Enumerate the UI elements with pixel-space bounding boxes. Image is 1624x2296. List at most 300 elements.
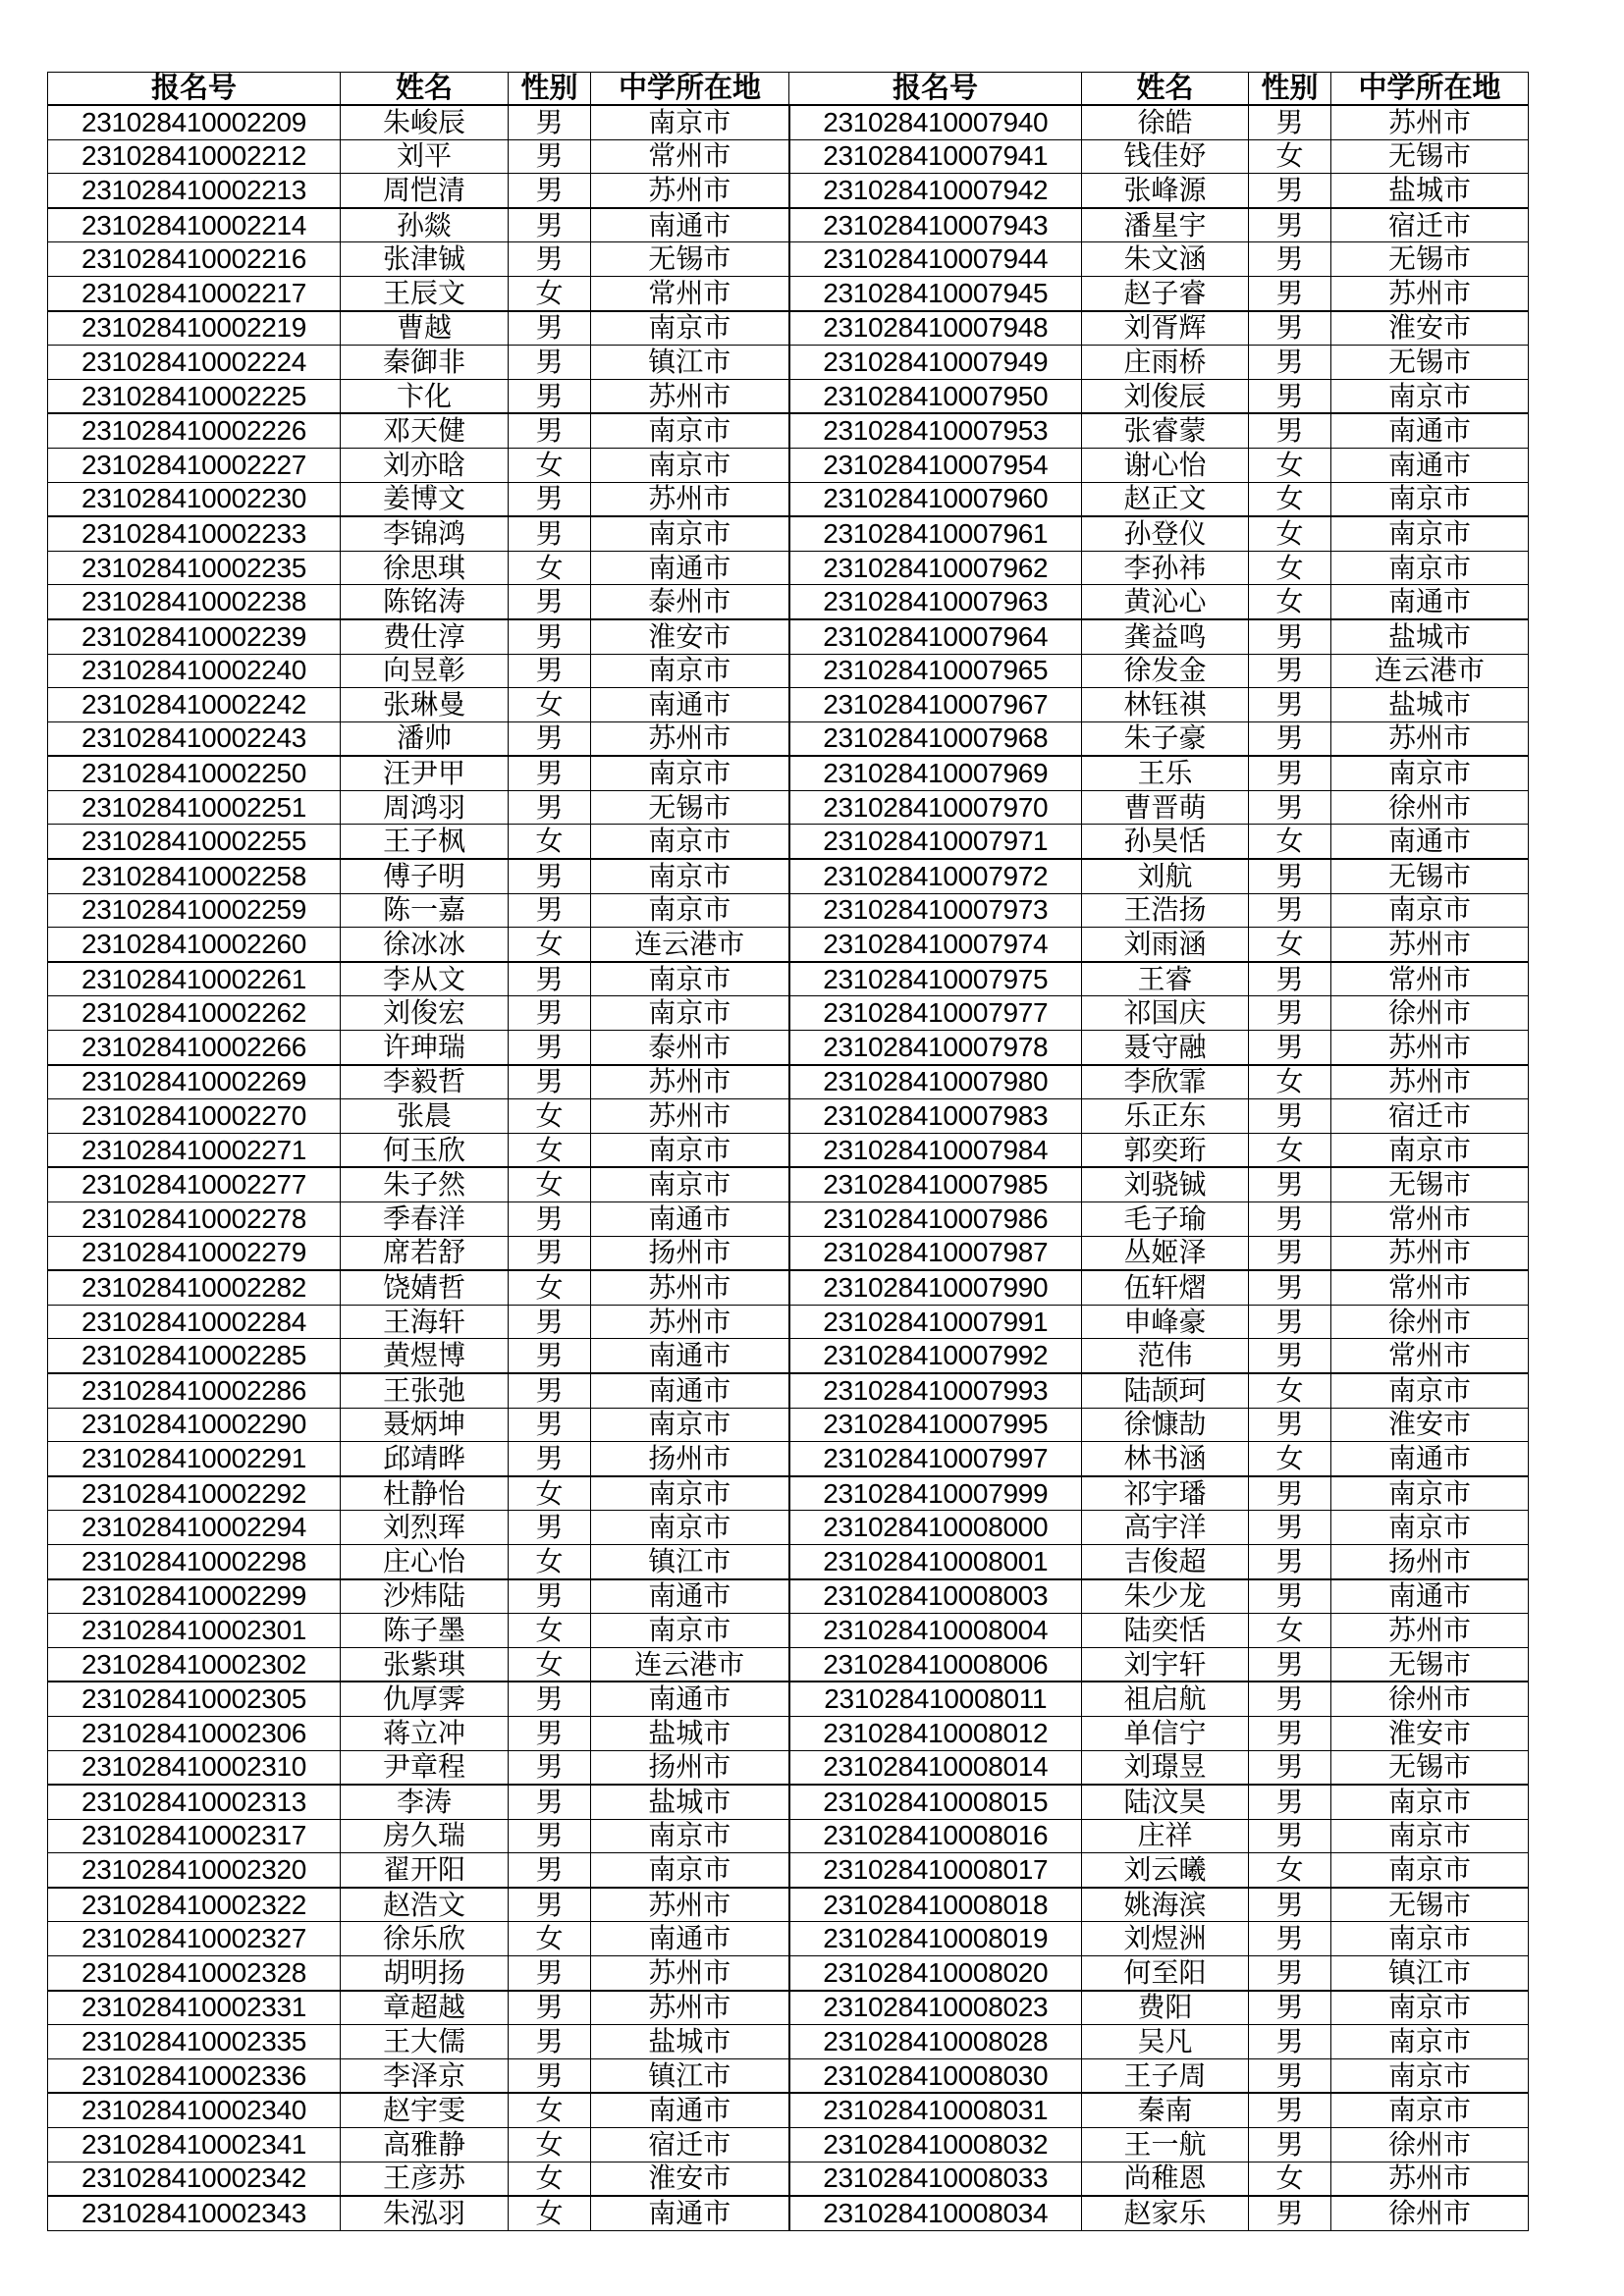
right-school-location-cell: 无锡市	[1331, 1750, 1529, 1785]
right-registration-number-cell: 231028410008019	[789, 1922, 1082, 1956]
header-gender: 性别	[1249, 73, 1331, 106]
right-student-name-cell: 刘俊辰	[1082, 379, 1249, 413]
right-registration-number-cell: 231028410008031	[789, 2093, 1082, 2127]
right-gender-cell: 男	[1249, 1544, 1331, 1578]
left-school-location-cell: 苏州市	[591, 379, 789, 413]
left-school-location-cell: 镇江市	[591, 346, 789, 380]
left-registration-number-cell: 231028410002302	[48, 1647, 341, 1682]
left-gender-cell: 女	[509, 2093, 591, 2127]
left-student-name-cell: 邓天健	[341, 413, 509, 448]
left-gender-cell: 男	[509, 1682, 591, 1716]
left-school-location-cell: 南京市	[591, 1614, 789, 1648]
left-gender-cell: 女	[509, 1133, 591, 1167]
left-registration-number-cell: 231028410002212	[48, 139, 341, 174]
right-gender-cell: 女	[1249, 516, 1331, 551]
table-row	[48, 619, 1529, 654]
left-registration-number-cell: 231028410002251	[48, 790, 341, 825]
left-school-location-cell: 南京市	[591, 996, 789, 1031]
right-registration-number-cell: 231028410008023	[789, 1991, 1082, 2025]
right-registration-number-cell: 231028410007990	[789, 1270, 1082, 1305]
left-registration-number-cell: 231028410002301	[48, 1614, 341, 1648]
left-registration-number-cell: 231028410002336	[48, 2058, 341, 2093]
right-gender-cell: 女	[1249, 1853, 1331, 1888]
right-gender-cell: 男	[1249, 242, 1331, 277]
left-gender-cell: 男	[509, 2025, 591, 2059]
left-student-name-cell: 姜博文	[341, 482, 509, 516]
table-row	[48, 1956, 1529, 1991]
right-school-location-cell: 南京市	[1331, 1922, 1529, 1956]
right-gender-cell: 男	[1249, 1888, 1331, 1922]
left-student-name-cell: 朱泓羽	[341, 2196, 509, 2230]
left-gender-cell: 女	[509, 2196, 591, 2230]
right-registration-number-cell: 231028410007992	[789, 1339, 1082, 1373]
table-row	[48, 1305, 1529, 1339]
right-school-location-cell: 宿迁市	[1331, 1099, 1529, 1134]
roster-table	[47, 72, 1529, 2231]
right-gender-cell: 男	[1249, 893, 1331, 928]
right-registration-number-cell: 231028410007953	[789, 413, 1082, 448]
right-gender-cell: 女	[1249, 585, 1331, 619]
right-registration-number-cell: 231028410007944	[789, 242, 1082, 277]
right-school-location-cell: 无锡市	[1331, 139, 1529, 174]
left-school-location-cell: 南京市	[591, 105, 789, 139]
left-student-name-cell: 陈铭涛	[341, 585, 509, 619]
right-student-name-cell: 毛子瑜	[1082, 1202, 1249, 1237]
left-registration-number-cell: 231028410002214	[48, 208, 341, 242]
right-registration-number-cell: 231028410007972	[789, 859, 1082, 893]
right-school-location-cell: 南京市	[1331, 756, 1529, 790]
left-school-location-cell: 泰州市	[591, 585, 789, 619]
left-registration-number-cell: 231028410002328	[48, 1956, 341, 1991]
left-student-name-cell: 王彦苏	[341, 2162, 509, 2196]
left-registration-number-cell: 231028410002259	[48, 893, 341, 928]
left-registration-number-cell: 231028410002341	[48, 2128, 341, 2163]
header-registration-number: 报名号	[789, 73, 1082, 106]
left-student-name-cell: 徐乐欣	[341, 1922, 509, 1956]
left-school-location-cell: 镇江市	[591, 2058, 789, 2093]
right-gender-cell: 男	[1249, 1956, 1331, 1991]
right-school-location-cell: 连云港市	[1331, 654, 1529, 688]
right-student-name-cell: 庄祥	[1082, 1819, 1249, 1853]
right-student-name-cell: 吉俊超	[1082, 1544, 1249, 1578]
right-school-location-cell: 宿迁市	[1331, 208, 1529, 242]
right-gender-cell: 男	[1249, 859, 1331, 893]
left-registration-number-cell: 231028410002327	[48, 1922, 341, 1956]
table-row	[48, 1270, 1529, 1305]
right-gender-cell: 男	[1249, 2093, 1331, 2127]
right-gender-cell: 男	[1249, 174, 1331, 208]
left-student-name-cell: 李涛	[341, 1785, 509, 1819]
left-registration-number-cell: 231028410002317	[48, 1819, 341, 1853]
right-registration-number-cell: 231028410007945	[789, 276, 1082, 310]
left-registration-number-cell: 231028410002258	[48, 859, 341, 893]
left-school-location-cell: 盐城市	[591, 2025, 789, 2059]
table-row	[48, 448, 1529, 482]
right-student-name-cell: 聂守融	[1082, 1031, 1249, 1065]
table-row	[48, 1373, 1529, 1408]
table-row	[48, 2196, 1529, 2230]
right-registration-number-cell: 231028410007995	[789, 1408, 1082, 1442]
left-school-location-cell: 南京市	[591, 1511, 789, 1545]
left-student-name-cell: 蒋立冲	[341, 1716, 509, 1750]
left-school-location-cell: 南通市	[591, 1202, 789, 1237]
right-gender-cell: 男	[1249, 1270, 1331, 1305]
table-row	[48, 928, 1529, 962]
table-row	[48, 1442, 1529, 1476]
left-registration-number-cell: 231028410002216	[48, 242, 341, 277]
left-school-location-cell: 淮安市	[591, 619, 789, 654]
right-gender-cell: 女	[1249, 551, 1331, 585]
left-student-name-cell: 饶婧哲	[341, 1270, 509, 1305]
left-school-location-cell: 南京市	[591, 1167, 789, 1201]
right-student-name-cell: 申峰豪	[1082, 1305, 1249, 1339]
left-registration-number-cell: 231028410002250	[48, 756, 341, 790]
right-registration-number-cell: 231028410007965	[789, 654, 1082, 688]
left-school-location-cell: 扬州市	[591, 1442, 789, 1476]
right-registration-number-cell: 231028410007997	[789, 1442, 1082, 1476]
right-student-name-cell: 李孙祎	[1082, 551, 1249, 585]
right-gender-cell: 男	[1249, 1750, 1331, 1785]
right-gender-cell: 女	[1249, 139, 1331, 174]
left-gender-cell: 女	[509, 1614, 591, 1648]
table-row	[48, 1853, 1529, 1888]
right-gender-cell: 男	[1249, 413, 1331, 448]
left-gender-cell: 男	[509, 1065, 591, 1099]
left-student-name-cell: 黄煜博	[341, 1339, 509, 1373]
table-row	[48, 139, 1529, 174]
right-gender-cell: 男	[1249, 654, 1331, 688]
right-registration-number-cell: 231028410007973	[789, 893, 1082, 928]
right-registration-number-cell: 231028410007962	[789, 551, 1082, 585]
right-registration-number-cell: 231028410007980	[789, 1065, 1082, 1099]
table-row	[48, 1716, 1529, 1750]
right-school-location-cell: 苏州市	[1331, 1614, 1529, 1648]
left-registration-number-cell: 231028410002219	[48, 311, 341, 346]
left-school-location-cell: 南通市	[591, 1373, 789, 1408]
right-gender-cell: 女	[1249, 1133, 1331, 1167]
left-student-name-cell: 季春洋	[341, 1202, 509, 1237]
left-registration-number-cell: 231028410002235	[48, 551, 341, 585]
table-row	[48, 1167, 1529, 1201]
left-school-location-cell: 扬州市	[591, 1236, 789, 1270]
table-row	[48, 1339, 1529, 1373]
table-row	[48, 721, 1529, 756]
right-school-location-cell: 徐州市	[1331, 1305, 1529, 1339]
right-registration-number-cell: 231028410008017	[789, 1853, 1082, 1888]
right-gender-cell: 男	[1249, 1408, 1331, 1442]
left-student-name-cell: 王张弛	[341, 1373, 509, 1408]
right-gender-cell: 男	[1249, 790, 1331, 825]
right-student-name-cell: 乐正东	[1082, 1099, 1249, 1134]
left-school-location-cell: 南通市	[591, 1922, 789, 1956]
right-registration-number-cell: 231028410007977	[789, 996, 1082, 1031]
right-student-name-cell: 徐发金	[1082, 654, 1249, 688]
left-student-name-cell: 王大儒	[341, 2025, 509, 2059]
right-registration-number-cell: 231028410007978	[789, 1031, 1082, 1065]
table-row	[48, 1099, 1529, 1134]
table-row	[48, 1544, 1529, 1578]
left-school-location-cell: 苏州市	[591, 174, 789, 208]
left-school-location-cell: 苏州市	[591, 1305, 789, 1339]
right-student-name-cell: 张峰源	[1082, 174, 1249, 208]
header-gender: 性别	[509, 73, 591, 106]
left-student-name-cell: 刘亦晗	[341, 448, 509, 482]
right-registration-number-cell: 231028410008012	[789, 1716, 1082, 1750]
right-gender-cell: 男	[1249, 1991, 1331, 2025]
left-gender-cell: 男	[509, 2058, 591, 2093]
left-registration-number-cell: 231028410002313	[48, 1785, 341, 1819]
right-student-name-cell: 王一航	[1082, 2128, 1249, 2163]
right-school-location-cell: 徐州市	[1331, 2196, 1529, 2230]
right-student-name-cell: 王子周	[1082, 2058, 1249, 2093]
right-registration-number-cell: 231028410008004	[789, 1614, 1082, 1648]
left-gender-cell: 男	[509, 1373, 591, 1408]
right-school-location-cell: 苏州市	[1331, 928, 1529, 962]
left-gender-cell: 男	[509, 1888, 591, 1922]
left-gender-cell: 女	[509, 1544, 591, 1578]
right-school-location-cell: 南京市	[1331, 551, 1529, 585]
right-school-location-cell: 常州市	[1331, 1270, 1529, 1305]
left-student-name-cell: 汪尹甲	[341, 756, 509, 790]
left-student-name-cell: 李从文	[341, 962, 509, 996]
right-school-location-cell: 常州市	[1331, 1339, 1529, 1373]
left-student-name-cell: 卞化	[341, 379, 509, 413]
right-school-location-cell: 苏州市	[1331, 1065, 1529, 1099]
right-registration-number-cell: 231028410007983	[789, 1099, 1082, 1134]
left-student-name-cell: 徐冰冰	[341, 928, 509, 962]
right-gender-cell: 男	[1249, 276, 1331, 310]
left-gender-cell: 男	[509, 311, 591, 346]
right-student-name-cell: 林书涵	[1082, 1442, 1249, 1476]
right-gender-cell: 男	[1249, 1716, 1331, 1750]
right-student-name-cell: 朱少龙	[1082, 1579, 1249, 1614]
right-gender-cell: 男	[1249, 2128, 1331, 2163]
right-gender-cell: 男	[1249, 1339, 1331, 1373]
left-student-name-cell: 张津铖	[341, 242, 509, 277]
left-school-location-cell: 连云港市	[591, 928, 789, 962]
right-gender-cell: 男	[1249, 756, 1331, 790]
right-school-location-cell: 徐州市	[1331, 1682, 1529, 1716]
right-school-location-cell: 南京市	[1331, 1819, 1529, 1853]
left-registration-number-cell: 231028410002233	[48, 516, 341, 551]
left-school-location-cell: 南京市	[591, 1476, 789, 1511]
right-registration-number-cell: 231028410008028	[789, 2025, 1082, 2059]
right-gender-cell: 女	[1249, 2162, 1331, 2196]
left-school-location-cell: 南通市	[591, 1682, 789, 1716]
right-registration-number-cell: 231028410007975	[789, 962, 1082, 996]
left-school-location-cell: 南通市	[591, 688, 789, 722]
right-registration-number-cell: 231028410007993	[789, 1373, 1082, 1408]
left-school-location-cell: 南京市	[591, 756, 789, 790]
left-gender-cell: 女	[509, 825, 591, 859]
right-school-location-cell: 南通市	[1331, 413, 1529, 448]
left-student-name-cell: 仇厚霁	[341, 1682, 509, 1716]
left-registration-number-cell: 231028410002306	[48, 1716, 341, 1750]
right-registration-number-cell: 231028410008020	[789, 1956, 1082, 1991]
right-school-location-cell: 南通市	[1331, 1442, 1529, 1476]
right-registration-number-cell: 231028410007948	[789, 311, 1082, 346]
left-school-location-cell: 淮安市	[591, 2162, 789, 2196]
right-student-name-cell: 祁宇璠	[1082, 1476, 1249, 1511]
right-school-location-cell: 无锡市	[1331, 1167, 1529, 1201]
right-registration-number-cell: 231028410008030	[789, 2058, 1082, 2093]
left-school-location-cell: 南京市	[591, 893, 789, 928]
left-school-location-cell: 南京市	[591, 413, 789, 448]
table-row	[48, 1750, 1529, 1785]
right-student-name-cell: 郭奕珩	[1082, 1133, 1249, 1167]
right-gender-cell: 男	[1249, 105, 1331, 139]
right-registration-number-cell: 231028410008003	[789, 1579, 1082, 1614]
left-student-name-cell: 赵浩文	[341, 1888, 509, 1922]
table-row	[48, 1991, 1529, 2025]
right-school-location-cell: 苏州市	[1331, 276, 1529, 310]
left-student-name-cell: 房久瑞	[341, 1819, 509, 1853]
right-registration-number-cell: 231028410007949	[789, 346, 1082, 380]
left-student-name-cell: 张琳曼	[341, 688, 509, 722]
table-row	[48, 893, 1529, 928]
left-student-name-cell: 陈子墨	[341, 1614, 509, 1648]
right-registration-number-cell: 231028410007954	[789, 448, 1082, 482]
left-registration-number-cell: 231028410002239	[48, 619, 341, 654]
left-school-location-cell: 南通市	[591, 2093, 789, 2127]
right-registration-number-cell: 231028410008033	[789, 2162, 1082, 2196]
right-student-name-cell: 钱佳妤	[1082, 139, 1249, 174]
right-registration-number-cell: 231028410007940	[789, 105, 1082, 139]
left-registration-number-cell: 231028410002320	[48, 1853, 341, 1888]
left-student-name-cell: 张晨	[341, 1099, 509, 1134]
left-registration-number-cell: 231028410002226	[48, 413, 341, 448]
right-student-name-cell: 徐皓	[1082, 105, 1249, 139]
right-student-name-cell: 姚海滨	[1082, 1888, 1249, 1922]
left-registration-number-cell: 231028410002331	[48, 1991, 341, 2025]
right-gender-cell: 男	[1249, 2196, 1331, 2230]
left-registration-number-cell: 231028410002261	[48, 962, 341, 996]
right-registration-number-cell: 231028410007970	[789, 790, 1082, 825]
right-registration-number-cell: 231028410008034	[789, 2196, 1082, 2230]
left-school-location-cell: 盐城市	[591, 1785, 789, 1819]
table-row	[48, 174, 1529, 208]
left-school-location-cell: 南京市	[591, 1408, 789, 1442]
right-gender-cell: 女	[1249, 448, 1331, 482]
right-student-name-cell: 龚益鸣	[1082, 619, 1249, 654]
table-row	[48, 1888, 1529, 1922]
left-gender-cell: 男	[509, 1579, 591, 1614]
table-row	[48, 2128, 1529, 2163]
right-student-name-cell: 高宇洋	[1082, 1511, 1249, 1545]
right-gender-cell: 男	[1249, 346, 1331, 380]
left-gender-cell: 男	[509, 1202, 591, 1237]
left-gender-cell: 男	[509, 721, 591, 756]
right-school-location-cell: 常州市	[1331, 1202, 1529, 1237]
right-gender-cell: 男	[1249, 996, 1331, 1031]
left-gender-cell: 男	[509, 1750, 591, 1785]
table-row	[48, 379, 1529, 413]
left-student-name-cell: 王辰文	[341, 276, 509, 310]
left-student-name-cell: 庄心怡	[341, 1544, 509, 1578]
left-school-location-cell: 南京市	[591, 448, 789, 482]
left-registration-number-cell: 231028410002217	[48, 276, 341, 310]
right-gender-cell: 男	[1249, 1922, 1331, 1956]
left-school-location-cell: 连云港市	[591, 1647, 789, 1682]
right-student-name-cell: 吴凡	[1082, 2025, 1249, 2059]
left-registration-number-cell: 231028410002285	[48, 1339, 341, 1373]
table-row	[48, 585, 1529, 619]
left-registration-number-cell: 231028410002255	[48, 825, 341, 859]
left-registration-number-cell: 231028410002335	[48, 2025, 341, 2059]
right-student-name-cell: 陆汶昊	[1082, 1785, 1249, 1819]
left-registration-number-cell: 231028410002240	[48, 654, 341, 688]
left-school-location-cell: 常州市	[591, 276, 789, 310]
left-school-location-cell: 南京市	[591, 962, 789, 996]
right-registration-number-cell: 231028410007999	[789, 1476, 1082, 1511]
table-row	[48, 1647, 1529, 1682]
left-gender-cell: 男	[509, 1305, 591, 1339]
left-student-name-cell: 周鸿羽	[341, 790, 509, 825]
right-student-name-cell: 祁国庆	[1082, 996, 1249, 1031]
right-gender-cell: 男	[1249, 1647, 1331, 1682]
left-gender-cell: 男	[509, 242, 591, 277]
left-school-location-cell: 南通市	[591, 208, 789, 242]
left-student-name-cell: 王海轩	[341, 1305, 509, 1339]
left-student-name-cell: 周恺清	[341, 174, 509, 208]
right-gender-cell: 男	[1249, 1785, 1331, 1819]
left-registration-number-cell: 231028410002230	[48, 482, 341, 516]
left-registration-number-cell: 231028410002343	[48, 2196, 341, 2230]
right-registration-number-cell: 231028410007971	[789, 825, 1082, 859]
left-gender-cell: 男	[509, 1716, 591, 1750]
left-student-name-cell: 朱峻辰	[341, 105, 509, 139]
table-row	[48, 859, 1529, 893]
right-gender-cell: 男	[1249, 2025, 1331, 2059]
right-gender-cell: 男	[1249, 1202, 1331, 1237]
left-school-location-cell: 苏州市	[591, 1270, 789, 1305]
left-gender-cell: 女	[509, 2162, 591, 2196]
left-registration-number-cell: 231028410002242	[48, 688, 341, 722]
right-registration-number-cell: 231028410007967	[789, 688, 1082, 722]
left-gender-cell: 男	[509, 585, 591, 619]
left-school-location-cell: 苏州市	[591, 1065, 789, 1099]
table-row	[48, 2162, 1529, 2196]
left-gender-cell: 男	[509, 996, 591, 1031]
right-student-name-cell: 庄雨桥	[1082, 346, 1249, 380]
right-registration-number-cell: 231028410007991	[789, 1305, 1082, 1339]
table-row	[48, 1133, 1529, 1167]
right-student-name-cell: 潘星宇	[1082, 208, 1249, 242]
right-school-location-cell: 苏州市	[1331, 1236, 1529, 1270]
left-registration-number-cell: 231028410002282	[48, 1270, 341, 1305]
right-school-location-cell: 南通市	[1331, 1579, 1529, 1614]
left-school-location-cell: 南京市	[591, 1819, 789, 1853]
left-registration-number-cell: 231028410002298	[48, 1544, 341, 1578]
table-row	[48, 413, 1529, 448]
left-school-location-cell: 苏州市	[591, 482, 789, 516]
left-school-location-cell: 南京市	[591, 1133, 789, 1167]
right-registration-number-cell: 231028410007941	[789, 139, 1082, 174]
right-student-name-cell: 何至阳	[1082, 1956, 1249, 1991]
right-registration-number-cell: 231028410007964	[789, 619, 1082, 654]
right-school-location-cell: 镇江市	[1331, 1956, 1529, 1991]
right-gender-cell: 女	[1249, 482, 1331, 516]
right-registration-number-cell: 231028410008014	[789, 1750, 1082, 1785]
left-gender-cell: 男	[509, 1511, 591, 1545]
right-school-location-cell: 淮安市	[1331, 1716, 1529, 1750]
right-school-location-cell: 盐城市	[1331, 688, 1529, 722]
left-student-name-cell: 朱子然	[341, 1167, 509, 1201]
left-school-location-cell: 苏州市	[591, 1099, 789, 1134]
left-student-name-cell: 陈一嘉	[341, 893, 509, 928]
header-registration-number: 报名号	[48, 73, 341, 106]
right-student-name-cell: 谢心怡	[1082, 448, 1249, 482]
